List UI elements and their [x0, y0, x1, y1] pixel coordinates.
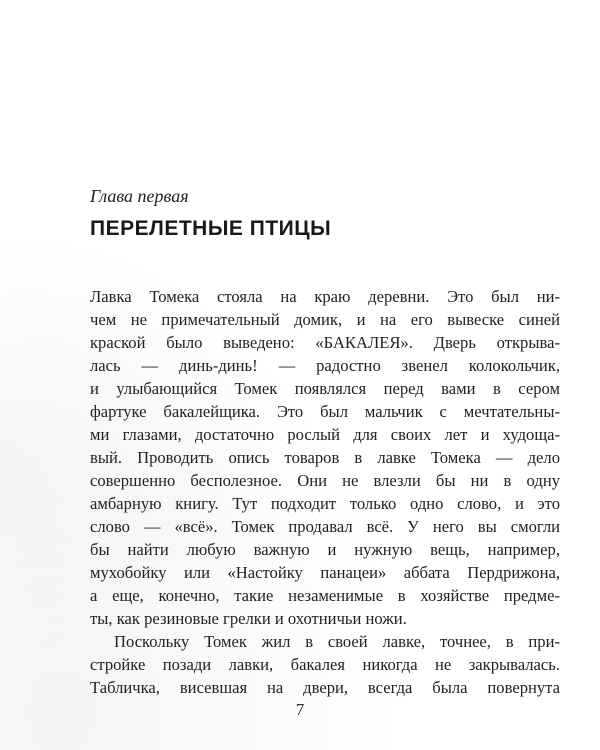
text-line: краской было выведено: «БАКАЛЕЯ». Дверь открыва-	[90, 333, 560, 352]
text-line: лась — динь-динь! — радостно звенел колокольчик,	[90, 356, 560, 375]
text-line: стройке позади лавки, бакалея никогда не закрывалась.	[90, 655, 560, 674]
text-line: слово — «всё». Томек продавал всё. У него вы смогли	[90, 517, 560, 536]
text-line: Поскольку Томек жил в своей лавке, точнее, в при-	[114, 632, 560, 651]
text-line: и улыбающийся Томек появлялся перед вами в сером	[90, 379, 560, 398]
page-number: 7	[295, 700, 305, 719]
text-line: бы найти любую важную и нужную вещь, например,	[90, 540, 560, 559]
text-line: амбарную книгу. Тут подходит только одно слово, и это	[90, 494, 560, 513]
text-line: Табличка, висевшая на двери, всегда была повернута	[90, 678, 560, 697]
text-line: ми глазами, достаточно рослый для своих лет и худоща-	[90, 425, 560, 444]
text-line: а еще, конечно, такие незаменимые в хозяйстве предме-	[90, 586, 560, 605]
chapter-title: ПЕРЕЛЕТНЫЕ ПТИЦЫ	[90, 217, 332, 240]
text-line: Лавка Томека стояла на краю деревни. Это был ни-	[90, 287, 560, 306]
text-line: ты, как резиновые грелки и охотничьи ножи.	[90, 609, 407, 628]
text-line: вый. Проводить опись товаров в лавке Томека — дело	[90, 448, 560, 467]
text-line: мухобойку или «Настойку панацеи» аббата Пердрижона,	[90, 563, 560, 582]
text-line: чем не примечательный домик, и на его вывеске синей	[90, 310, 560, 329]
text-line: фартуке бакалейщика. Это был мальчик с мечтательны-	[90, 402, 560, 421]
text-line: совершенно бесполезное. Они не влезли бы ни в одну	[90, 471, 560, 490]
chapter-label: Глава первая	[90, 186, 189, 206]
body-text	[90, 285, 560, 699]
